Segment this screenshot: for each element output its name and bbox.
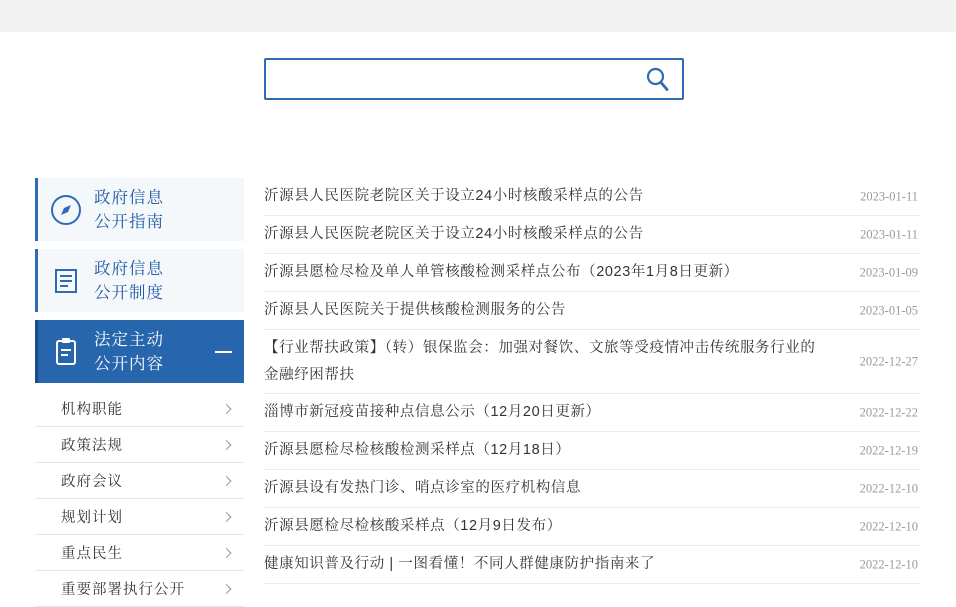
sidebar-item-deployment[interactable] [35,571,244,607]
list-item[interactable] [264,330,920,394]
sidebar-item-meeting[interactable] [35,463,244,499]
list-item-date: 2023-01-11 [860,227,918,241]
clipboard-icon [38,334,94,370]
list-item[interactable] [264,508,920,546]
article-list [264,178,920,584]
sidebar-card-label: 政府信息 公开制度 [94,259,164,302]
list-item-title: 沂源县人民医院老院区关于设立24小时核酸采样点的公告 [264,226,644,242]
sidebar-item-livelihood[interactable] [35,535,244,571]
list-item-date: 2022-12-10 [859,481,918,495]
list-item-title: 沂源县愿检尽检核酸检测采样点（12月18日） [264,442,571,458]
sidebar-item-label: 重要部署执行公开 [61,582,185,598]
sidebar-sub-list [35,391,244,607]
list-item-date: 2022-12-19 [859,443,918,457]
list-item-title: 沂源县愿检尽检核酸采样点（12月9日发布） [264,518,562,534]
chevron-right-icon [222,404,232,414]
compass-icon [38,192,94,228]
sidebar-item-label: 机构职能 [61,402,123,418]
sidebar-card-guide[interactable] [35,178,244,241]
chevron-right-icon [222,440,232,450]
list-item-date: 2023-01-11 [860,189,918,203]
search-box[interactable] [264,58,684,100]
list-item[interactable] [264,292,920,330]
list-item-title: 沂源县愿检尽检及单人单管核酸检测采样点公布（2023年1月8日更新） [264,264,739,280]
list-item[interactable] [264,432,920,470]
search-area [264,58,684,100]
search-icon [643,65,671,93]
list-item-title: 沂源县设有发热门诊、哨点诊室的医疗机构信息 [264,480,582,496]
list-item[interactable] [264,470,920,508]
list-item-title: 【行业帮扶政策】（转）银保监会：加强对餐饮、文旅等受疫情冲击传统服务行业的金融纾困帮扶 [264,339,816,383]
search-input[interactable] [266,61,632,97]
chevron-right-icon [222,548,232,558]
sidebar-card-system[interactable] [35,249,244,312]
list-item-title: 健康知识普及行动 | 一图看懂！不同人群健康防护指南来了 [264,556,656,572]
list-item[interactable] [264,216,920,254]
list-item[interactable] [264,178,920,216]
chevron-right-icon [222,584,232,594]
sidebar-item-policy[interactable] [35,427,244,463]
sidebar-card-label: 法定主动 公开内容 [94,330,164,373]
sidebar-item-label: 政策法规 [61,438,123,454]
sidebar-item-label: 规划计划 [61,510,123,526]
list-item[interactable] [264,546,920,584]
sidebar-item-label: 重点民生 [61,546,123,562]
list-item[interactable] [264,394,920,432]
document-icon [38,263,94,299]
list-item-date: 2022-12-22 [859,405,918,419]
sidebar-item-label: 政府会议 [61,474,123,490]
list-item-title: 沂源县人民医院关于提供核酸检测服务的公告 [264,302,566,318]
list-item-title: 淄博市新冠疫苗接种点信息公示（12月20日更新） [264,404,601,420]
sidebar-item-organization[interactable] [35,391,244,427]
list-item-date: 2023-01-09 [859,265,918,279]
sidebar-card-disclosure[interactable] [35,320,244,383]
sidebar [35,178,244,607]
list-item-date: 2023-01-05 [859,303,918,317]
sidebar-card-label: 政府信息 公开指南 [94,188,164,231]
top-band [0,0,956,32]
list-item-date: 2022-12-10 [859,519,918,533]
chevron-right-icon [222,512,232,522]
search-button[interactable] [632,60,682,98]
minus-icon[interactable] [215,351,232,353]
list-item-date: 2022-12-27 [859,354,918,368]
list-item-title: 沂源县人民医院老院区关于设立24小时核酸采样点的公告 [264,188,644,204]
chevron-right-icon [222,476,232,486]
sidebar-item-plan[interactable] [35,499,244,535]
list-item-date: 2022-12-10 [859,557,918,571]
list-item[interactable] [264,254,920,292]
